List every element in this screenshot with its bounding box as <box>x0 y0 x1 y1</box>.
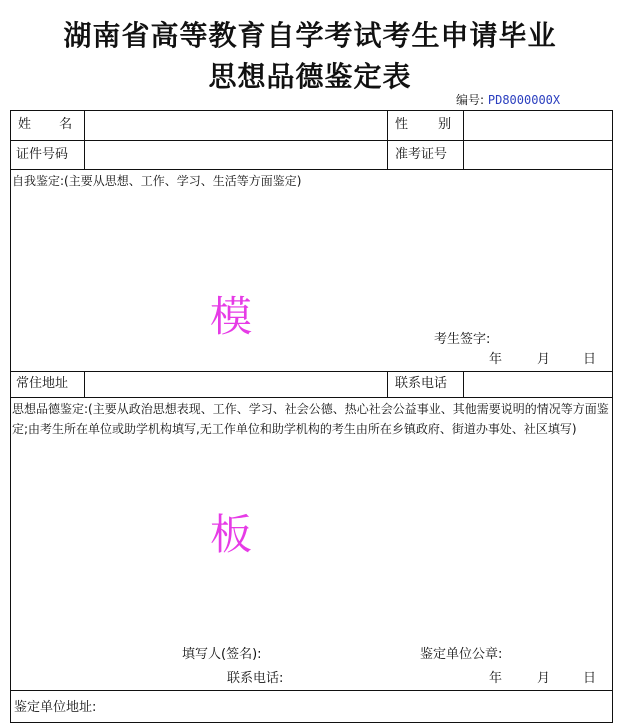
address-field[interactable] <box>88 374 383 395</box>
gender-label: 性 别 <box>395 117 452 132</box>
form-code-value: PD8000000X <box>487 93 561 107</box>
address-label: 常住地址 <box>16 376 69 391</box>
unit-address-field[interactable] <box>112 694 610 720</box>
ticket-number-label: 准考证号 <box>395 147 448 162</box>
ticket-number-field[interactable] <box>467 143 609 167</box>
id-number-field[interactable] <box>88 143 383 167</box>
id-number-label: 证件号码 <box>16 147 69 162</box>
student-signature-label: 考生签字: <box>434 332 491 347</box>
table-line <box>463 371 464 397</box>
form-code <box>456 91 560 108</box>
date-day-label: 日 <box>583 352 597 367</box>
date-day-label: 日 <box>583 671 597 686</box>
table-line <box>10 169 613 170</box>
table-line <box>84 110 85 169</box>
self-evaluation-field[interactable] <box>14 196 608 326</box>
self-evaluation-label: 自我鉴定:(主要从思想、工作、学习、生活等方面鉴定) <box>12 174 302 188</box>
table-line <box>612 110 613 723</box>
moral-evaluation-text: 思想品德鉴定:(主要从政治思想表现、工作、学习、社会公德、热心社会公益事业、其他需要说明的情况等方面鉴定;由考生所在单位或助学机构填写,无工作单位和助学机构的考生由所在乡镇政府、街道办事处、社区填写) <box>12 402 609 436</box>
watermark-char: 模 <box>210 292 253 341</box>
table-line <box>463 110 464 169</box>
table-line <box>84 371 85 397</box>
form-title-line2: 思想品德鉴定表 <box>208 60 412 93</box>
unit-address-label: 鉴定单位地址: <box>14 700 97 715</box>
table-line <box>10 140 613 141</box>
filler-signature-label: 填写人(签名): <box>182 647 262 662</box>
date-year-label: 年 <box>489 671 503 686</box>
phone-field[interactable] <box>467 374 609 395</box>
name-field[interactable] <box>88 113 383 137</box>
table-line <box>10 397 613 398</box>
name-label: 姓 名 <box>18 117 73 132</box>
contact-phone-label: 联系电话: <box>227 671 284 686</box>
table-line <box>10 722 613 723</box>
table-line <box>387 371 388 397</box>
moral-evaluation-field[interactable] <box>14 466 608 636</box>
table-line <box>10 690 613 691</box>
gender-field[interactable] <box>467 113 609 137</box>
table-line <box>10 110 11 723</box>
table-line <box>387 110 388 169</box>
phone-label: 联系电话 <box>395 376 448 391</box>
table-line <box>10 371 613 372</box>
date-month-label: 月 <box>537 671 551 686</box>
table-line <box>10 110 613 111</box>
date-month-label: 月 <box>537 352 551 367</box>
form-title-line1: 湖南省高等教育自学考试考生申请毕业 <box>63 19 557 52</box>
form-code-label: 编号: <box>456 93 485 107</box>
watermark-char: 板 <box>210 510 253 559</box>
unit-seal-label: 鉴定单位公章: <box>420 647 503 662</box>
date-year-label: 年 <box>489 352 503 367</box>
